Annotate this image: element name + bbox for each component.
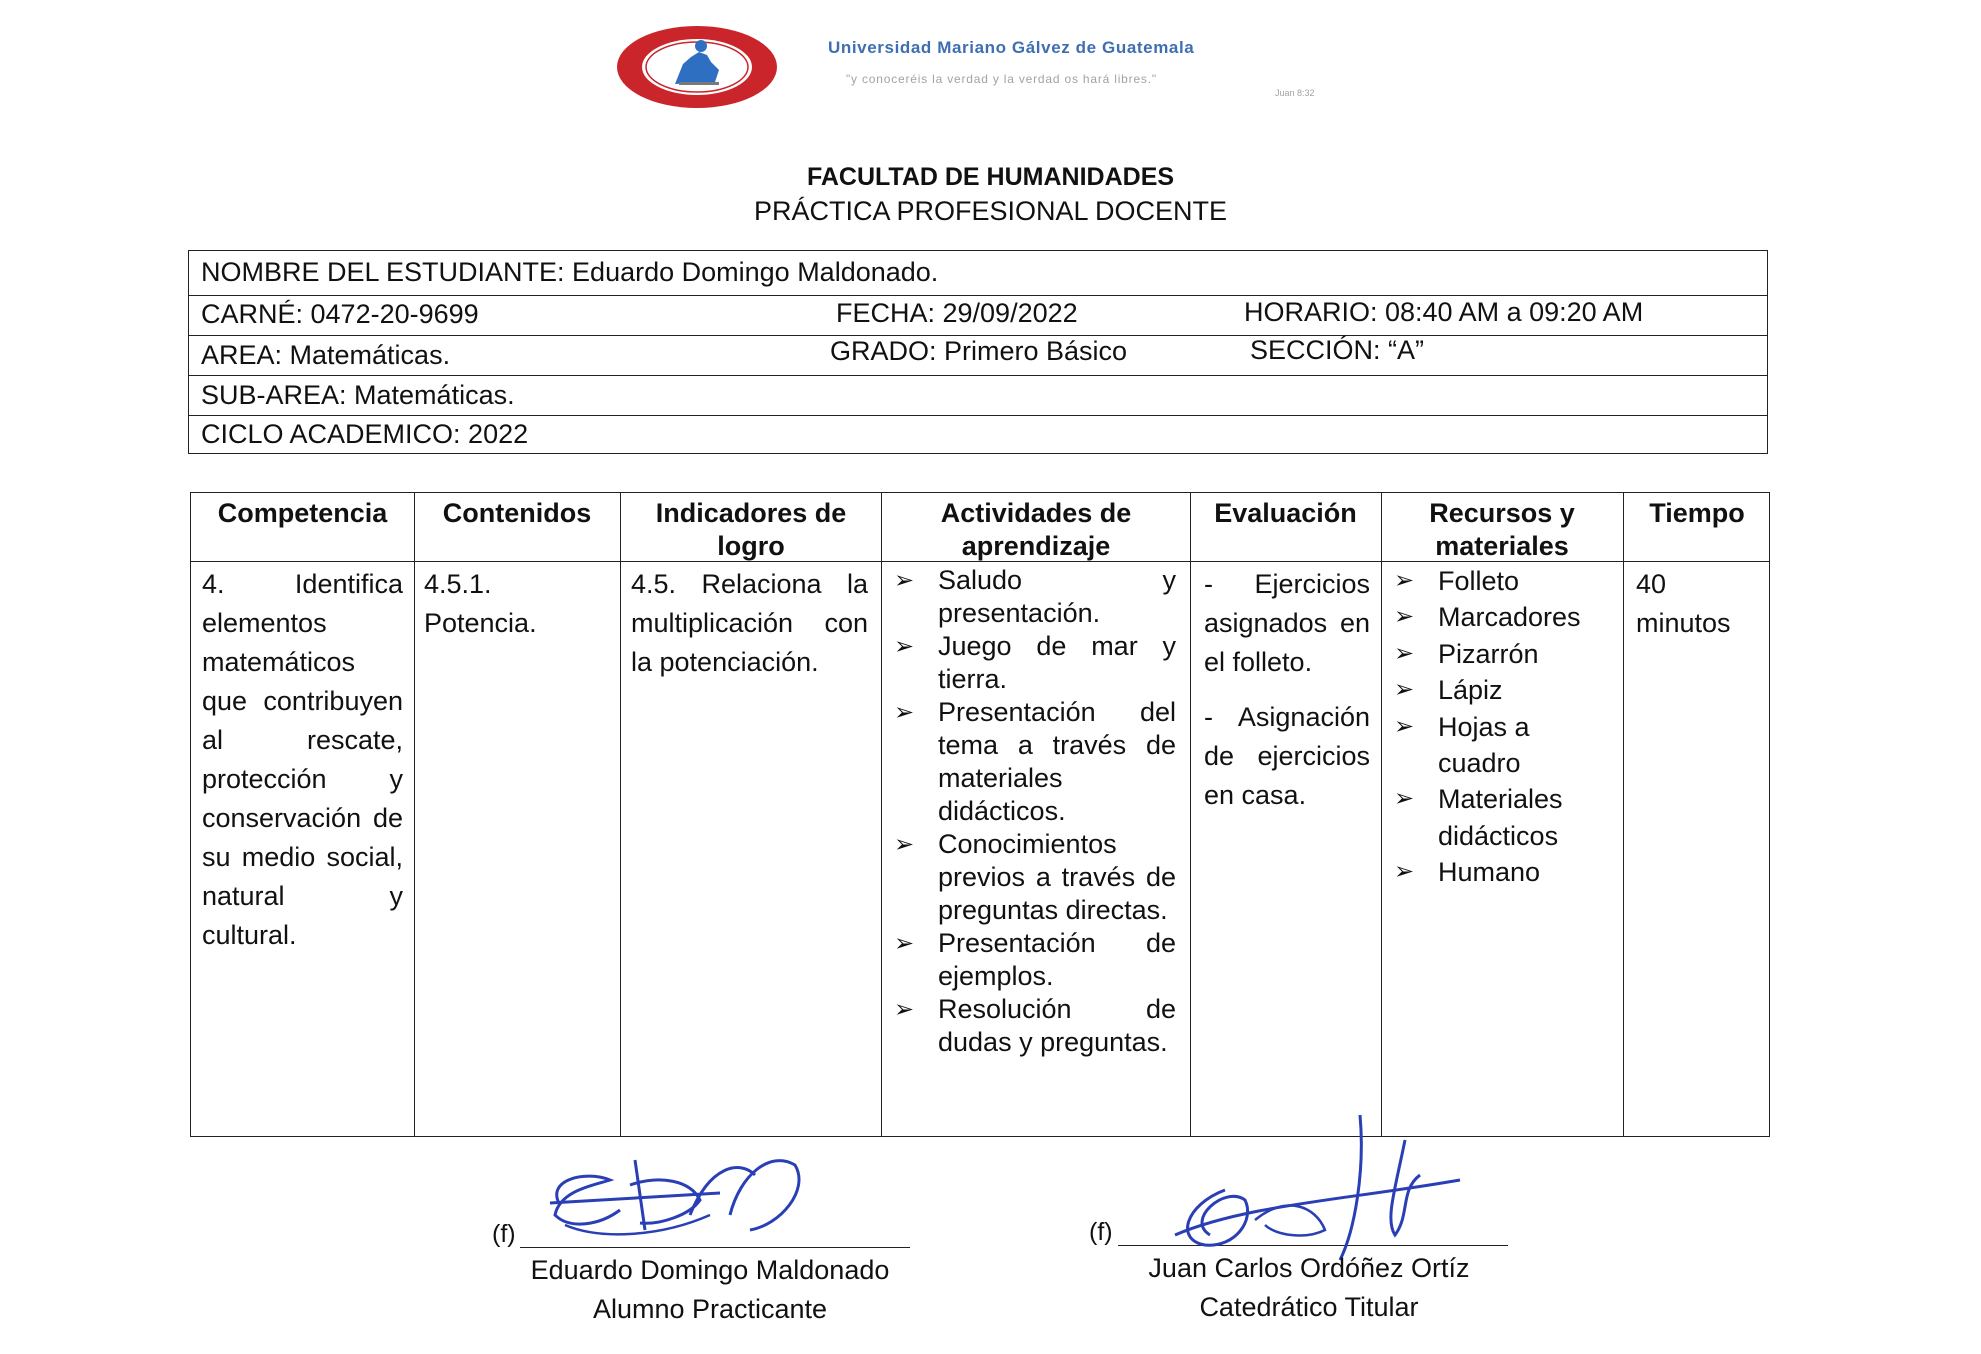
header-evaluacion: Evaluación: [1214, 498, 1357, 528]
list-item: - Ejercicios asignados en el folleto.: [1204, 569, 1370, 677]
arrow-bullet-icon: ➢: [894, 930, 915, 957]
seccion: SECCIÓN: “A”: [1250, 335, 1425, 365]
area: AREA: Matemáticas.: [201, 340, 451, 370]
header-tiempo: Tiempo: [1649, 498, 1745, 528]
student-name: NOMBRE DEL ESTUDIANTE: Eduardo Domingo Maldonado.: [201, 257, 939, 287]
arrow-bullet-icon: ➢: [1394, 712, 1415, 740]
motto-citation: Juan 8:32: [1275, 88, 1315, 98]
arrow-bullet-icon: ➢: [1394, 639, 1415, 667]
arrow-bullet-icon: ➢: [894, 633, 915, 660]
list-item: ➢ Lápiz: [1386, 672, 1616, 708]
arrow-bullet-icon: ➢: [1394, 676, 1415, 704]
info-row-area: [189, 335, 1767, 376]
list-item: ➢ Presentación del tema a través de materiales didácticos.: [894, 697, 1176, 826]
info-row-ciclo: [189, 415, 1767, 453]
header-contenidos: Contenidos: [442, 498, 592, 528]
list-item: ➢ Marcadores: [1386, 599, 1616, 635]
list-item: ➢ Hojas a cuadro: [1386, 709, 1616, 782]
university-motto: "y conoceréis la verdad y la verdad os hará libres.": [846, 72, 1157, 86]
competencia-text: 4. Identifica elementos matemáticos que contribuyen al rescate, protección y conservación de su medio social, natural y cultural.: [202, 569, 403, 950]
arrow-bullet-icon: ➢: [1394, 567, 1415, 594]
arrow-bullet-icon: ➢: [894, 699, 915, 726]
list-item: ➢ Juego de mar y tierra.: [894, 631, 1176, 694]
ciclo-academico: CICLO ACADEMICO: 2022: [201, 419, 529, 449]
student-name-signature: Eduardo Domingo Maldonado: [530, 1255, 890, 1285]
header-competencia: Competencia: [217, 498, 388, 528]
student-role: Alumno Practicante: [592, 1294, 828, 1324]
practice-title: PRÁCTICA PROFESIONAL DOCENTE: [753, 196, 1228, 226]
list-item: ➢ Folleto: [1386, 563, 1616, 599]
tiempo-text: 40 minutos: [1636, 569, 1731, 638]
arrow-bullet-icon: ➢: [1394, 603, 1415, 631]
list-item: ➢ Resolución de dudas y preguntas.: [894, 994, 1176, 1057]
student-info-table: [188, 250, 1768, 454]
student-signature: [540, 1145, 810, 1245]
lesson-plan-table: [190, 492, 1770, 1137]
arrow-bullet-icon: ➢: [894, 996, 915, 1023]
teacher-role: Catedrático Titular: [1199, 1292, 1419, 1322]
teacher-signature: [1165, 1110, 1465, 1270]
header-actividades: Actividades de aprendizaje: [940, 498, 1132, 561]
list-item: ➢ Conocimientos previos a través de preguntas directas.: [894, 829, 1176, 925]
university-logo: [615, 24, 779, 110]
header-indicadores: Indicadores de logro: [655, 498, 847, 561]
indicadores-text: 4.5. Relaciona la multiplicación con la potenciación.: [631, 569, 868, 677]
info-row-carne: [189, 295, 1767, 336]
arrow-bullet-icon: ➢: [894, 567, 915, 594]
teacher-name-signature: Juan Carlos Ordóñez Ortíz: [1148, 1253, 1470, 1283]
contenidos-text: 4.5.1. Potencia.: [424, 569, 537, 638]
evaluacion-list: [1204, 565, 1370, 815]
header-recursos: Recursos y materiales: [1429, 498, 1575, 561]
subarea: SUB-AREA: Matemáticas.: [201, 380, 515, 410]
grado: GRADO: Primero Básico: [830, 336, 1128, 366]
list-item: ➢ Presentación de ejemplos.: [894, 928, 1176, 991]
signature-prefix: (f): [1089, 1218, 1113, 1246]
horario: HORARIO: 08:40 AM a 09:20 AM: [1244, 297, 1644, 327]
info-row-student: [189, 251, 1767, 296]
list-item: ➢ Humano: [1386, 854, 1616, 890]
signature-line: [520, 1247, 910, 1248]
faculty-title: FACULTAD DE HUMANIDADES: [806, 163, 1175, 191]
carne: CARNÉ: 0472-20-9699: [201, 299, 479, 329]
recursos-list: [1386, 563, 1616, 891]
arrow-bullet-icon: ➢: [1394, 858, 1415, 886]
fecha: FECHA: 29/09/2022: [836, 298, 1078, 328]
list-item: - Asignación de ejercicios en casa.: [1204, 702, 1370, 810]
arrow-bullet-icon: ➢: [1394, 785, 1415, 813]
list-item: ➢ Pizarrón: [1386, 636, 1616, 672]
arrow-bullet-icon: ➢: [894, 831, 915, 858]
list-item: ➢ Materiales didácticos: [1386, 781, 1616, 854]
list-item: ➢ Saludo y presentación.: [894, 565, 1176, 628]
info-row-subarea: [189, 375, 1767, 416]
actividades-list: [886, 564, 1176, 1059]
university-name: Universidad Mariano Gálvez de Guatemala: [828, 38, 1195, 57]
signature-prefix: (f): [492, 1220, 516, 1248]
